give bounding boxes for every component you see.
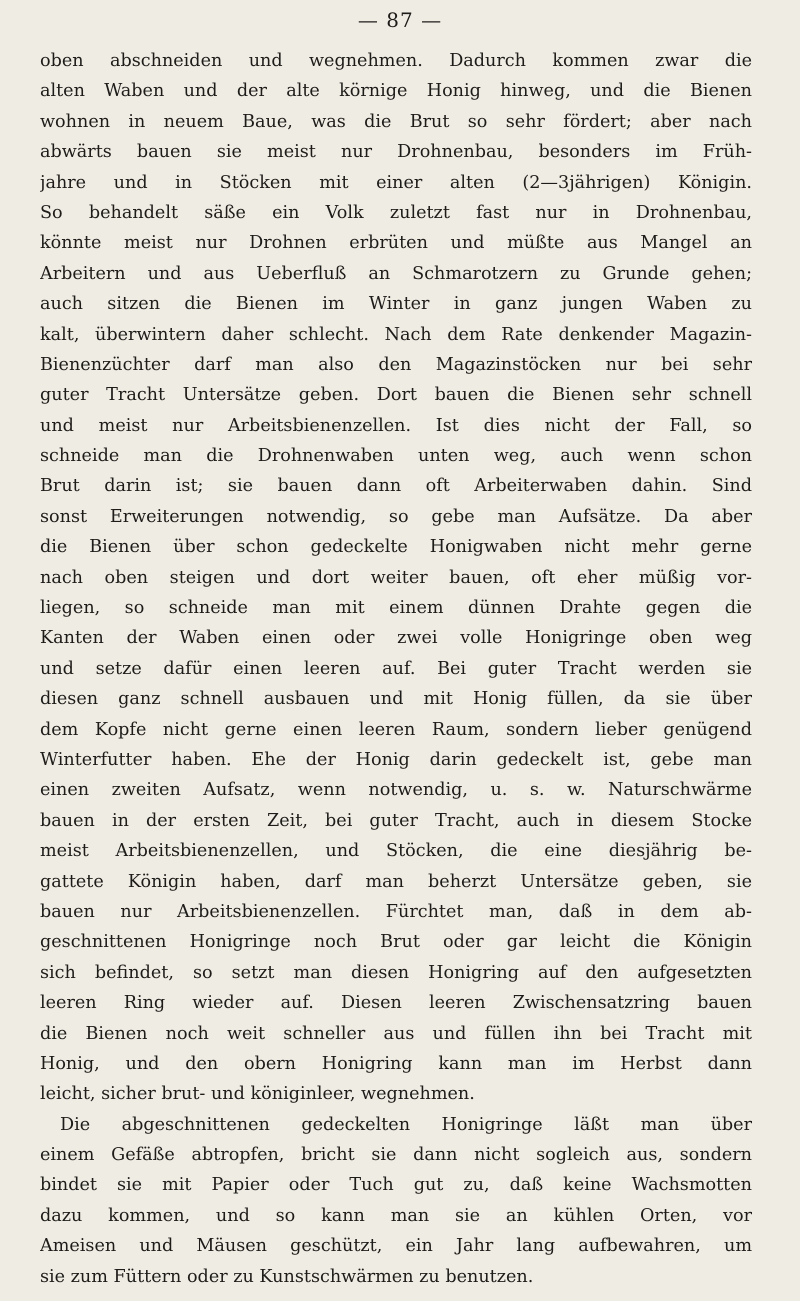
- text-line: abwärts bauen sie meist nur Drohnenbau, besonders im Früh-: [40, 142, 752, 163]
- text-line: Brut darin ist; sie bauen dann oft Arbeiterwaben dahin. Sind: [40, 476, 752, 497]
- text-line: auch sitzen die Bienen im Winter in ganz jungen Waben zu: [40, 294, 752, 315]
- text-line: kalt, überwintern daher schlecht. Nach dem Rate denkender Magazin-: [40, 324, 752, 345]
- text-line: diesen ganz schnell ausbauen und mit Honig füllen, da sie über: [40, 689, 752, 710]
- text-line: oben abschneiden und wegnehmen. Dadurch kommen zwar die: [40, 51, 752, 71]
- text-line: geschnittenen Honigringe noch Brut oder gar leicht die Königin: [40, 932, 752, 953]
- text-line: und meist nur Arbeitsbienenzellen. Ist dies nicht der Fall, so: [40, 415, 752, 436]
- text-line: Winterfutter haben. Ehe der Honig darin gedeckelt ist, gebe man: [40, 749, 752, 770]
- text-line: einen zweiten Aufsatz, wenn notwendig, u. s. w. Naturschwärme: [40, 780, 752, 801]
- text-line: guter Tracht Untersätze geben. Dort bauen die Bienen sehr schnell: [40, 385, 752, 406]
- text-line: bindet sie mit Papier oder Tuch gut zu, daß keine Wachsmotten: [40, 1175, 752, 1196]
- text-line: bauen in der ersten Zeit, bei guter Tracht, auch in diesem Stocke: [40, 810, 752, 831]
- text-line: dem Kopfe nicht gerne einen leeren Raum, sondern lieber genügend: [40, 719, 752, 740]
- body-text: [40, 46, 752, 1292]
- text-line: nach oben steigen und dort weiter bauen, oft eher müßig vor-: [40, 567, 752, 588]
- text-line: und setze dafür einen leeren auf. Bei guter Tracht werden sie: [40, 658, 752, 679]
- text-line: Honig, und den obern Honigring kann man im Herbst dann: [40, 1053, 752, 1074]
- text-line: dazu kommen, und so kann man sie an kühlen Orten, vor: [40, 1205, 752, 1226]
- text-line: Die abgeschnittenen gedeckelten Honigringe läßt man über: [60, 1114, 752, 1135]
- text-line: sich befindet, so setzt man diesen Honigring auf den aufgesetzten: [40, 962, 752, 983]
- text-line: Ameisen und Mäusen geschützt, ein Jahr lang aufbewahren, um: [40, 1236, 752, 1257]
- text-line: die Bienen noch weit schneller aus und füllen ihn bei Tracht mit: [40, 1023, 752, 1044]
- text-line: gattete Königin haben, darf man beherzt Untersätze geben, sie: [40, 871, 752, 892]
- text-line: leicht, sicher brut- und königinleer, wegnehmen.: [40, 1084, 475, 1105]
- text-line: wohnen in neuem Baue, was die Brut so sehr fördert; aber nach: [40, 111, 752, 132]
- text-line: alten Waben und der alte körnige Honig hinweg, und die Bienen: [40, 81, 752, 102]
- text-line: leeren Ring wieder auf. Diesen leeren Zwischensatzring bauen: [40, 993, 752, 1014]
- text-line: Kanten der Waben einen oder zwei volle Honigringe oben weg: [40, 628, 752, 649]
- text-line: sonst Erweiterungen notwendig, so gebe man Aufsätze. Da aber: [40, 506, 752, 527]
- text-line: könnte meist nur Drohnen erbrüten und müßte aus Mangel an: [40, 233, 752, 254]
- text-line: schneide man die Drohnenwaben unten weg, auch wenn schon: [40, 446, 752, 467]
- text-line: Arbeitern und aus Ueberfluß an Schmarotzern zu Grunde gehen;: [40, 263, 752, 284]
- text-line: liegen, so schneide man mit einem dünnen Drahte gegen die: [40, 598, 752, 619]
- text-line: sie zum Füttern oder zu Kunstschwärmen zu benutzen.: [40, 1266, 534, 1287]
- text-line: bauen nur Arbeitsbienenzellen. Fürchtet man, daß in dem ab-: [40, 901, 752, 922]
- text-line: einem Gefäße abtropfen, bricht sie dann nicht sogleich aus, sondern: [40, 1145, 752, 1166]
- text-line: die Bienen über schon gedeckelte Honigwaben nicht mehr gerne: [40, 537, 752, 558]
- text-line: Bienenzüchter darf man also den Magazinstöcken nur bei sehr: [40, 354, 752, 375]
- text-line: jahre und in Stöcken mit einer alten (2—3jährigen) Königin.: [40, 172, 752, 193]
- text-line: So behandelt säße ein Volk zuletzt fast nur in Drohnenbau,: [40, 202, 752, 223]
- text-line: meist Arbeitsbienenzellen, und Stöcken, die eine diesjährig be-: [40, 841, 752, 862]
- page-number: — 87 —: [357, 8, 443, 32]
